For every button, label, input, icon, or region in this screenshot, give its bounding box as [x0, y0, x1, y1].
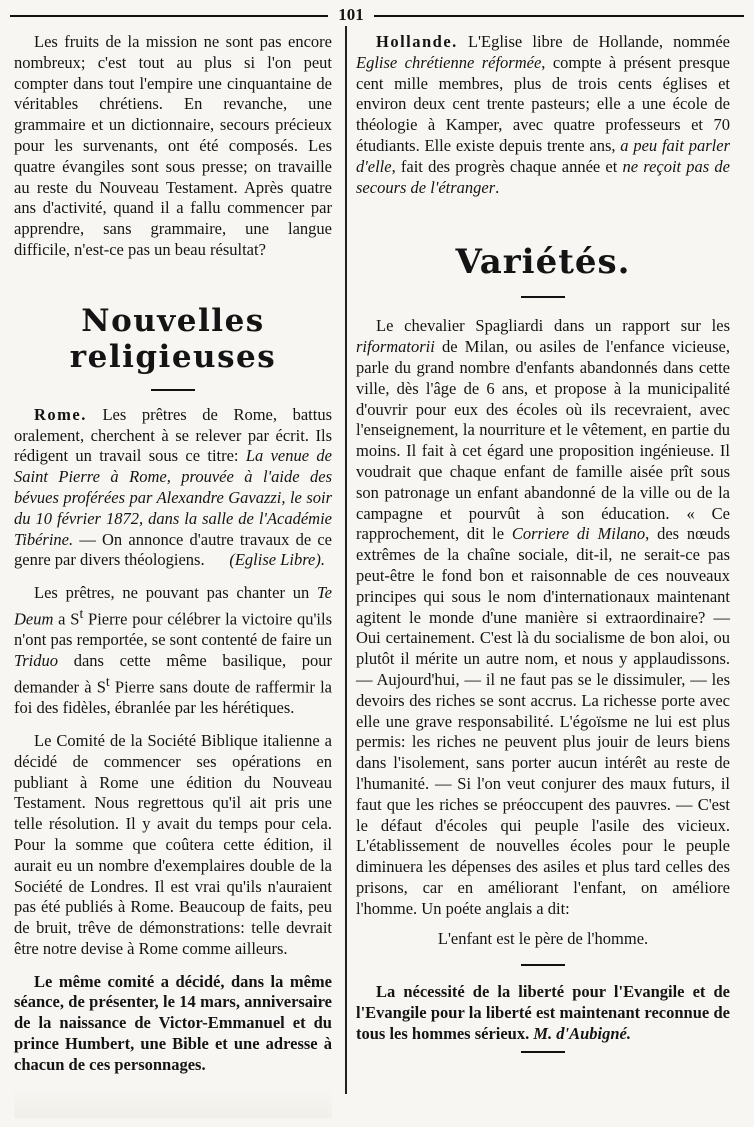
section-rule-right: [521, 296, 565, 298]
varietes-paragraph: [356, 316, 730, 919]
section-rule: [151, 389, 195, 391]
varietes-text-3: , des nœuds extrêmes de la chaîne sociale, dit-il, ne serait-ce pas peut-être le fond bon et raisonnable de ces nouveaux principes qui sous le nom d'internationaux maintenant agitent le monde d'une manière si extraordinaire? — Oui certainement. C'est là du socialisme de bon aloi, ou plutôt il mérite un autre nom, et nous y applaudissons. — Aujourd'hui, — il ne faut pas se le dissimuler, — les devoirs des riches se sont accrus. La richesse porte avec elle une grave responsabilité. L'égoïsme ne lui est plus permis: les riches ne peuvent plus jouir de leurs biens dans l'isolement, sans porter aucun intérêt au reste de l'humanité. — Si l'on veut conjurer des maux futurs, il faut que les riches se préoccupent des pauvres. — C'est le défaut d'écoles qui peuple l'asile des vicieux. L'établissement de nouvelles écoles pour le peuple diminuera les dépenses des asiles et plus tard celles des prisons, car en améliorant l'enfant, on améliore l'homme. Un poéte anglais a dit:: [356, 524, 731, 918]
page-header: [10, 6, 744, 26]
hollande-text-4: .: [495, 177, 500, 197]
column-divider: [345, 26, 347, 1094]
riformatorii: riformatorii: [356, 337, 435, 357]
poet-quote: L'enfant est le père de l'homme.: [437, 929, 649, 949]
final-signature: M. d'Aubigné.: [533, 1023, 632, 1043]
page-number: 101: [338, 5, 364, 24]
varietes-text-2: de Milan, ou asiles de l'enfance vicieuse, parle du grand nombre d'enfants abandonnés dans cette ville, dès l'âge de 6 ans, et propose à la municipalité d'ouvrir pour eux des écoles où ils recevraient, avec l'enseignement, la nourriture et le vêtement, en partie du moins. Il fait à cet égard une proposition ingénieuse. Il voudrait que chaque enfant de famille aisée prît sous son patronage un enfant abandonné de la ville ou de la campagne et pourvût à son éducation. « Ce rapprochement, dit le: [356, 337, 730, 544]
final-paragraph: [356, 982, 730, 1044]
comite-paragraph: Le même comité a décidé, dans la même séance, de présenter, le 14 mars, anniversaire de la naissance de Victor-Emmanuel et du prince Humbert, une Bible et une adresse à chacun de ces personnages.: [14, 971, 332, 1074]
hollande-church-name: Eglise chrétienne réformée: [356, 52, 542, 72]
section-title-varietes: Variétés.: [455, 242, 631, 283]
final-text: La nécessité de la liberté pour l'Evangile et de l'Evangile pour la liberté est maintenant reconnue de tous les hommes sérieux.: [356, 982, 730, 1043]
header-rule-right: [374, 15, 744, 17]
p3-text-1: Les prêtres, ne pouvant pas chanter un: [34, 583, 317, 603]
end-rule: [521, 1051, 565, 1053]
corriere-di-milano: Corriere di Milano: [511, 524, 646, 544]
rome-work-title: La venue de Saint Pierre à Rome, prouvée à l'aide des bévues proférées par Alexandre Gavazzi, le soir du 10 février 1872, dans la salle de l'Académie Tibérine.: [14, 446, 332, 549]
header-rule-left: [10, 15, 328, 17]
hollande-italic-2: ne reçoit pas de secours de l'étranger: [356, 156, 730, 197]
p3-text-3: Pierre pour célébrer la victoire qu'ils n'ont pas remportée, se sont contenté de faire un: [14, 609, 333, 650]
hollande-label: Hollande.: [376, 32, 458, 51]
societe-biblique-paragraph: Le Comité de la Société Biblique italienne a décidé de commencer ses opérations en publiant à Rome une édition du Nouveau Testament. Nous regrettous qu'il ait pris une telle résolution. Il y avait du temps pour cela. Pour la somme que coûtera cette édition, il aurait eu un nombre d'exemplaires double de la Société de Londres. Il est vrai qu'ils n'auraient pas été publiés à Rome. Beaucoup de faits, peu de bruit, trêve de démonstrations: telle devrait être notre devise à Rome comme ailleurs.: [14, 730, 332, 958]
page-fade: [14, 1088, 332, 1118]
mission-paragraph: Les fruits de la mission ne sont pas encore nombreux; c'est tout au plus si l'on peut compter dans tout l'empire une cinquantaine de véritables chrétiens. En revanche, une grammaire et un dictionnaire, secours précieux pour les survenants, ont été composés. Les quatre évangiles sont sous presse; on travaille au reste du Nouveau Testament. Après quatre ans d'activité, quand il a fallu commencer par apprendre, sans grammaire, une langue difficile, n'est-ce pas un beau résultat?: [14, 32, 332, 259]
p3-sup: t: [79, 605, 84, 621]
rome-paragraph: [14, 405, 332, 571]
hollande-text-3: , fait des progrès chaque année et: [391, 156, 623, 176]
rome-text-1: Les prêtres de Rome, battus oralement, cherchent à se relever par écrit. Ils rédigent un travail sous ce titre:: [14, 404, 332, 466]
hollande-text-2: , compte à présent presque cent mille membres, plus de trois cents églises et environ deux cent trente pasteurs; elle a une école de théologie à Kamper, avec quatre professeurs et 70 étudiants. Elle existe depuis trente ans,: [356, 52, 730, 155]
hollande-paragraph: [356, 32, 730, 198]
rome-label: Rome.: [34, 404, 87, 424]
quote-rule: [521, 964, 565, 966]
hollande-text-1: L'Eglise libre de Hollande, nommée: [457, 32, 730, 51]
varietes-text-1: Le chevalier Spagliardi dans un rapport sur les: [376, 316, 730, 336]
p3-text-4: dans cette même basilique, pour demander à S: [14, 651, 332, 697]
right-column: [356, 32, 730, 1067]
p3-text-2: a S: [53, 609, 80, 629]
triduo: Triduo: [14, 651, 59, 671]
rome-source: (Eglise Libre).: [229, 550, 325, 570]
hollande-italic-1: a peu fait parler d'elle: [356, 135, 731, 176]
left-column: [14, 32, 332, 1076]
te-deum-paragraph: [14, 583, 332, 719]
p3-sup-2: t: [105, 673, 110, 689]
p3-text-5: Pierre sans doute de raffermir la foi des fidèles, ébranlée par les hérétiques.: [14, 677, 332, 718]
te-deum: Te Deum: [14, 583, 332, 629]
rome-text-2: — On annonce d'autre travaux de ce genre par divers théologiens.: [14, 529, 332, 570]
section-title-nouvelles-religieuses: Nouvelles religieuses: [69, 302, 277, 375]
